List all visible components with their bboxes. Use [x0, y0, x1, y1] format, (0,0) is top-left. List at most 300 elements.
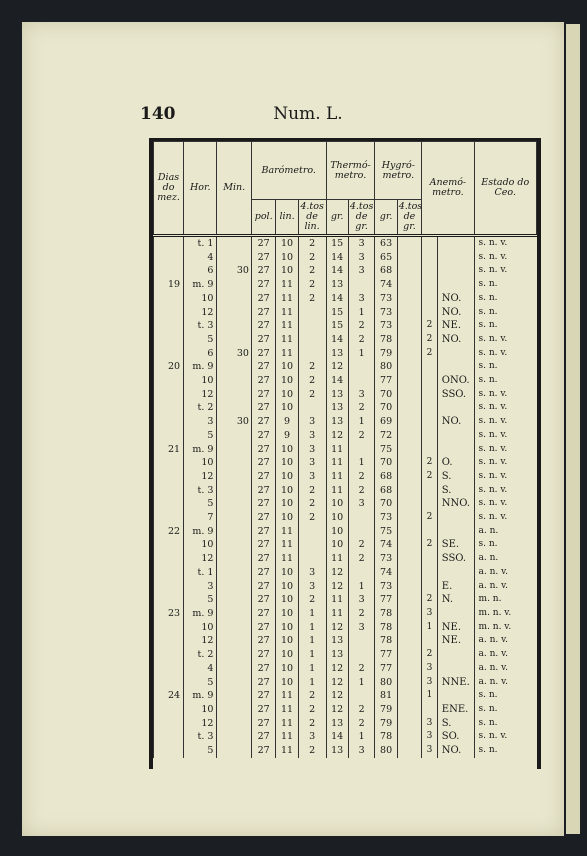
cell-hygro-gr: 70 — [375, 497, 397, 511]
cell-minute — [217, 676, 252, 690]
cell-thermo-gr: 12 — [326, 662, 348, 676]
cell-hour: 10 — [184, 374, 217, 388]
cell-day — [154, 470, 184, 484]
cell-sky-state: s. n. v. — [474, 443, 536, 457]
table-row — [154, 621, 537, 635]
cell-hygro-gr: 65 — [375, 251, 397, 265]
cell-thermo-gr: 12 — [326, 429, 348, 443]
cell-hygro-gr: 68 — [375, 470, 397, 484]
cell-anemo-direction: ONO. — [437, 374, 474, 388]
cell-baro-lin: 10 — [276, 580, 298, 594]
cell-day — [154, 593, 184, 607]
cell-hour: 10 — [184, 621, 217, 635]
cell-sky-state: a. n. v. — [474, 580, 536, 594]
table-row — [154, 236, 537, 251]
cell-baro-lin: 10 — [276, 264, 298, 278]
cell-hygro-quarters — [397, 236, 422, 251]
cell-anemo-direction — [437, 648, 474, 662]
page-title: Num. L. — [273, 104, 343, 124]
cell-day — [154, 717, 184, 731]
header-pol: pol. — [251, 200, 275, 236]
cell-hour: 5 — [184, 676, 217, 690]
cell-hygro-quarters — [397, 374, 422, 388]
cell-thermo-quarters: 3 — [348, 388, 375, 402]
cell-hygro-gr: 63 — [375, 236, 397, 251]
cell-day — [154, 662, 184, 676]
next-page-edge — [566, 24, 580, 834]
cell-minute — [217, 443, 252, 457]
cell-thermo-gr: 12 — [326, 621, 348, 635]
cell-hygro-quarters — [397, 443, 422, 457]
cell-anemo-force — [422, 429, 438, 443]
cell-thermo-gr: 15 — [326, 306, 348, 320]
cell-minute — [217, 552, 252, 566]
cell-minute — [217, 662, 252, 676]
cell-sky-state: s. n. v. — [474, 401, 536, 415]
cell-hygro-quarters — [397, 497, 422, 511]
cell-thermo-quarters: 2 — [348, 662, 375, 676]
cell-anemo-force — [422, 401, 438, 415]
page-number: 140 — [140, 104, 176, 124]
cell-thermo-quarters: 2 — [348, 333, 375, 347]
cell-baro-quarters: 2 — [298, 292, 326, 306]
cell-baro-pol: 27 — [251, 251, 275, 265]
cell-anemo-direction — [437, 264, 474, 278]
cell-baro-lin: 10 — [276, 360, 298, 374]
cell-baro-pol: 27 — [251, 648, 275, 662]
book-page — [22, 22, 564, 836]
cell-hygro-gr: 73 — [375, 306, 397, 320]
cell-baro-lin: 11 — [276, 717, 298, 731]
cell-hygro-gr: 69 — [375, 415, 397, 429]
cell-thermo-quarters: 2 — [348, 607, 375, 621]
cell-anemo-direction — [437, 401, 474, 415]
cell-hour: 12 — [184, 306, 217, 320]
cell-baro-pol: 27 — [251, 552, 275, 566]
cell-day — [154, 730, 184, 744]
cell-hygro-gr: 73 — [375, 292, 397, 306]
cell-baro-quarters — [298, 552, 326, 566]
table-header — [154, 142, 537, 236]
cell-hygro-gr: 79 — [375, 347, 397, 361]
cell-anemo-force: 3 — [422, 744, 438, 758]
cell-thermo-gr: 14 — [326, 730, 348, 744]
cell-hygro-gr: 80 — [375, 676, 397, 690]
cell-thermo-quarters — [348, 360, 375, 374]
table-row — [154, 306, 537, 320]
cell-day — [154, 676, 184, 690]
cell-minute — [217, 360, 252, 374]
cell-baro-lin: 10 — [276, 621, 298, 635]
cell-hygro-gr: 75 — [375, 443, 397, 457]
header-min: Min. — [217, 142, 252, 236]
cell-hygro-quarters — [397, 730, 422, 744]
cell-sky-state: m. n. — [474, 593, 536, 607]
cell-baro-pol: 27 — [251, 634, 275, 648]
cell-thermo-quarters: 3 — [348, 744, 375, 758]
cell-baro-lin: 11 — [276, 730, 298, 744]
cell-baro-lin: 10 — [276, 648, 298, 662]
cell-baro-quarters: 1 — [298, 607, 326, 621]
weather-observation-table — [153, 141, 537, 758]
cell-thermo-gr: 15 — [326, 236, 348, 251]
cell-hour: 6 — [184, 264, 217, 278]
cell-hygro-quarters — [397, 634, 422, 648]
cell-hour: m. 9 — [184, 360, 217, 374]
cell-hygro-quarters — [397, 360, 422, 374]
cell-thermo-gr: 13 — [326, 415, 348, 429]
table-body — [154, 236, 537, 758]
cell-sky-state: s. n. — [474, 306, 536, 320]
cell-thermo-gr: 12 — [326, 689, 348, 703]
cell-minute — [217, 236, 252, 251]
cell-minute — [217, 717, 252, 731]
cell-baro-pol: 27 — [251, 429, 275, 443]
cell-baro-quarters: 1 — [298, 621, 326, 635]
cell-thermo-quarters: 2 — [348, 552, 375, 566]
cell-baro-pol: 27 — [251, 566, 275, 580]
cell-thermo-gr: 12 — [326, 676, 348, 690]
cell-baro-lin: 10 — [276, 236, 298, 251]
cell-hour: 10 — [184, 292, 217, 306]
cell-baro-quarters: 2 — [298, 264, 326, 278]
cell-minute — [217, 292, 252, 306]
cell-hour: 5 — [184, 333, 217, 347]
cell-baro-pol: 27 — [251, 511, 275, 525]
cell-sky-state: s. n. — [474, 374, 536, 388]
table-row — [154, 401, 537, 415]
table-row — [154, 703, 537, 717]
table-row — [154, 607, 537, 621]
cell-thermo-quarters: 2 — [348, 470, 375, 484]
cell-hour: 4 — [184, 251, 217, 265]
cell-hygro-quarters — [397, 607, 422, 621]
cell-minute — [217, 484, 252, 498]
cell-hygro-gr: 78 — [375, 634, 397, 648]
cell-anemo-direction: NO. — [437, 415, 474, 429]
cell-thermo-quarters: 1 — [348, 580, 375, 594]
cell-minute — [217, 306, 252, 320]
cell-thermo-quarters — [348, 511, 375, 525]
cell-day — [154, 306, 184, 320]
cell-baro-quarters: 2 — [298, 593, 326, 607]
cell-hour: 6 — [184, 347, 217, 361]
cell-thermo-quarters: 2 — [348, 429, 375, 443]
cell-sky-state: s. n. v. — [474, 511, 536, 525]
table-row — [154, 525, 537, 539]
cell-day — [154, 566, 184, 580]
cell-hour: m. 9 — [184, 443, 217, 457]
cell-baro-quarters: 2 — [298, 360, 326, 374]
cell-hygro-quarters — [397, 689, 422, 703]
cell-minute — [217, 456, 252, 470]
cell-sky-state: s. n. — [474, 292, 536, 306]
cell-baro-lin: 11 — [276, 744, 298, 758]
table-row — [154, 278, 537, 292]
cell-baro-lin: 11 — [276, 306, 298, 320]
cell-baro-quarters: 2 — [298, 236, 326, 251]
cell-minute — [217, 580, 252, 594]
cell-thermo-gr: 13 — [326, 347, 348, 361]
cell-hour: 10 — [184, 538, 217, 552]
cell-anemo-direction: SSO. — [437, 552, 474, 566]
cell-hygro-gr: 79 — [375, 717, 397, 731]
cell-baro-quarters: 3 — [298, 415, 326, 429]
cell-baro-lin: 11 — [276, 689, 298, 703]
cell-day — [154, 429, 184, 443]
table-row — [154, 730, 537, 744]
table-row — [154, 593, 537, 607]
cell-minute — [217, 730, 252, 744]
cell-sky-state: s. n. — [474, 538, 536, 552]
cell-baro-quarters: 1 — [298, 634, 326, 648]
cell-baro-quarters — [298, 306, 326, 320]
cell-anemo-direction — [437, 278, 474, 292]
cell-day — [154, 292, 184, 306]
cell-thermo-gr: 13 — [326, 634, 348, 648]
cell-baro-quarters: 1 — [298, 662, 326, 676]
cell-baro-pol: 27 — [251, 236, 275, 251]
cell-hygro-gr: 78 — [375, 607, 397, 621]
table-row — [154, 360, 537, 374]
cell-baro-lin: 10 — [276, 470, 298, 484]
cell-thermo-gr: 13 — [326, 717, 348, 731]
cell-minute — [217, 648, 252, 662]
cell-hygro-gr: 68 — [375, 484, 397, 498]
cell-anemo-direction: N. — [437, 593, 474, 607]
cell-sky-state: s. n. v. — [474, 484, 536, 498]
cell-baro-lin: 10 — [276, 497, 298, 511]
cell-thermo-quarters: 1 — [348, 676, 375, 690]
cell-hour: 10 — [184, 456, 217, 470]
cell-hygro-quarters — [397, 662, 422, 676]
cell-anemo-force: 2 — [422, 347, 438, 361]
cell-hygro-quarters — [397, 621, 422, 635]
cell-baro-pol: 27 — [251, 580, 275, 594]
cell-hygro-quarters — [397, 552, 422, 566]
cell-baro-quarters: 3 — [298, 580, 326, 594]
cell-sky-state: s. n. v. — [474, 236, 536, 251]
cell-minute — [217, 388, 252, 402]
cell-hygro-gr: 74 — [375, 278, 397, 292]
cell-anemo-force — [422, 497, 438, 511]
cell-thermo-quarters: 2 — [348, 703, 375, 717]
cell-baro-lin: 10 — [276, 401, 298, 415]
cell-baro-quarters: 2 — [298, 251, 326, 265]
cell-day — [154, 456, 184, 470]
cell-baro-lin: 10 — [276, 388, 298, 402]
table-row — [154, 662, 537, 676]
cell-thermo-quarters: 3 — [348, 621, 375, 635]
cell-baro-pol: 27 — [251, 717, 275, 731]
cell-baro-pol: 27 — [251, 744, 275, 758]
cell-anemo-direction: NE. — [437, 634, 474, 648]
cell-anemo-force: 2 — [422, 593, 438, 607]
cell-day — [154, 319, 184, 333]
cell-thermo-gr: 13 — [326, 648, 348, 662]
cell-hygro-gr: 75 — [375, 525, 397, 539]
header-anemometro: Anemó-metro. — [422, 142, 474, 236]
cell-baro-lin: 11 — [276, 278, 298, 292]
cell-hygro-quarters — [397, 744, 422, 758]
cell-anemo-force: 2 — [422, 648, 438, 662]
cell-hygro-quarters — [397, 292, 422, 306]
cell-thermo-quarters: 1 — [348, 730, 375, 744]
cell-anemo-force — [422, 525, 438, 539]
table-row — [154, 580, 537, 594]
cell-thermo-gr: 14 — [326, 264, 348, 278]
cell-minute — [217, 621, 252, 635]
cell-thermo-gr: 12 — [326, 360, 348, 374]
cell-baro-pol: 27 — [251, 292, 275, 306]
cell-anemo-force — [422, 360, 438, 374]
cell-baro-lin: 10 — [276, 607, 298, 621]
cell-hygro-quarters — [397, 511, 422, 525]
cell-anemo-direction: NNO. — [437, 497, 474, 511]
table-row — [154, 634, 537, 648]
cell-thermo-gr: 13 — [326, 744, 348, 758]
table-row — [154, 689, 537, 703]
cell-baro-quarters: 2 — [298, 689, 326, 703]
cell-thermo-gr: 11 — [326, 607, 348, 621]
cell-thermo-gr: 11 — [326, 593, 348, 607]
cell-day — [154, 634, 184, 648]
cell-thermo-quarters — [348, 374, 375, 388]
cell-hour: t. 1 — [184, 566, 217, 580]
cell-baro-pol: 27 — [251, 730, 275, 744]
header-thermo-gr: gr. — [326, 200, 348, 236]
cell-minute — [217, 703, 252, 717]
table-row — [154, 374, 537, 388]
table-row — [154, 552, 537, 566]
cell-baro-lin: 11 — [276, 538, 298, 552]
cell-hygro-quarters — [397, 333, 422, 347]
cell-hygro-gr: 70 — [375, 401, 397, 415]
cell-baro-quarters: 2 — [298, 278, 326, 292]
table-row — [154, 566, 537, 580]
cell-hour: 5 — [184, 429, 217, 443]
cell-anemo-force: 2 — [422, 538, 438, 552]
cell-thermo-quarters: 1 — [348, 456, 375, 470]
cell-sky-state: a. n. v. — [474, 662, 536, 676]
cell-hygro-quarters — [397, 278, 422, 292]
cell-thermo-quarters: 2 — [348, 484, 375, 498]
cell-day — [154, 236, 184, 251]
cell-baro-quarters: 2 — [298, 717, 326, 731]
header-hygro-tos-gr: 4.tos de gr. — [397, 200, 422, 236]
cell-sky-state: a. n. — [474, 525, 536, 539]
cell-baro-pol: 27 — [251, 470, 275, 484]
cell-thermo-gr: 11 — [326, 552, 348, 566]
cell-thermo-quarters: 3 — [348, 264, 375, 278]
cell-hygro-gr: 79 — [375, 703, 397, 717]
cell-minute — [217, 511, 252, 525]
cell-day — [154, 552, 184, 566]
table-row — [154, 264, 537, 278]
cell-hygro-quarters — [397, 456, 422, 470]
cell-anemo-direction — [437, 443, 474, 457]
table-row — [154, 744, 537, 758]
cell-hygro-gr: 73 — [375, 319, 397, 333]
weather-table-frame — [149, 138, 541, 769]
cell-baro-lin: 11 — [276, 703, 298, 717]
cell-baro-lin: 10 — [276, 662, 298, 676]
cell-day: 20 — [154, 360, 184, 374]
cell-baro-pol: 27 — [251, 319, 275, 333]
cell-day — [154, 347, 184, 361]
cell-hygro-gr: 78 — [375, 333, 397, 347]
cell-hygro-quarters — [397, 401, 422, 415]
cell-sky-state: a. n. v. — [474, 634, 536, 648]
cell-anemo-force: 2 — [422, 470, 438, 484]
cell-baro-lin: 11 — [276, 292, 298, 306]
cell-hour: m. 9 — [184, 689, 217, 703]
cell-thermo-quarters — [348, 648, 375, 662]
cell-thermo-quarters: 3 — [348, 497, 375, 511]
cell-hygro-gr: 80 — [375, 744, 397, 758]
cell-baro-quarters — [298, 347, 326, 361]
cell-hour: 5 — [184, 593, 217, 607]
cell-minute — [217, 374, 252, 388]
cell-minute: 30 — [217, 347, 252, 361]
cell-baro-pol: 27 — [251, 374, 275, 388]
cell-hygro-quarters — [397, 566, 422, 580]
cell-hour: 12 — [184, 634, 217, 648]
cell-anemo-force: 2 — [422, 333, 438, 347]
cell-baro-quarters: 2 — [298, 744, 326, 758]
cell-baro-pol: 27 — [251, 525, 275, 539]
cell-thermo-gr: 12 — [326, 703, 348, 717]
cell-minute — [217, 401, 252, 415]
cell-sky-state: s. n. — [474, 689, 536, 703]
cell-anemo-direction: S. — [437, 484, 474, 498]
cell-hour: 12 — [184, 552, 217, 566]
cell-hour: 4 — [184, 662, 217, 676]
cell-hour: 12 — [184, 470, 217, 484]
cell-day — [154, 388, 184, 402]
header-estado: Estado do Ceo. — [474, 142, 536, 236]
cell-baro-pol: 27 — [251, 333, 275, 347]
cell-baro-lin: 10 — [276, 374, 298, 388]
cell-hour: 12 — [184, 717, 217, 731]
cell-hygro-gr: 73 — [375, 511, 397, 525]
cell-day: 21 — [154, 443, 184, 457]
cell-anemo-direction: O. — [437, 456, 474, 470]
cell-baro-quarters — [298, 525, 326, 539]
cell-thermo-quarters: 2 — [348, 538, 375, 552]
cell-hygro-gr: 78 — [375, 730, 397, 744]
cell-hygro-quarters — [397, 580, 422, 594]
cell-anemo-direction: NO. — [437, 306, 474, 320]
cell-hour: 3 — [184, 415, 217, 429]
cell-anemo-direction: NO. — [437, 333, 474, 347]
cell-hygro-quarters — [397, 347, 422, 361]
cell-baro-quarters: 2 — [298, 703, 326, 717]
cell-anemo-force — [422, 236, 438, 251]
cell-hygro-quarters — [397, 319, 422, 333]
cell-baro-quarters: 2 — [298, 484, 326, 498]
cell-thermo-gr: 14 — [326, 251, 348, 265]
cell-sky-state: m. n. v. — [474, 621, 536, 635]
table-row — [154, 429, 537, 443]
cell-anemo-direction: SSO. — [437, 388, 474, 402]
cell-day: 23 — [154, 607, 184, 621]
cell-sky-state: a. n. — [474, 552, 536, 566]
cell-thermo-gr: 10 — [326, 538, 348, 552]
cell-baro-lin: 11 — [276, 525, 298, 539]
cell-anemo-direction: SE. — [437, 538, 474, 552]
cell-anemo-force — [422, 415, 438, 429]
